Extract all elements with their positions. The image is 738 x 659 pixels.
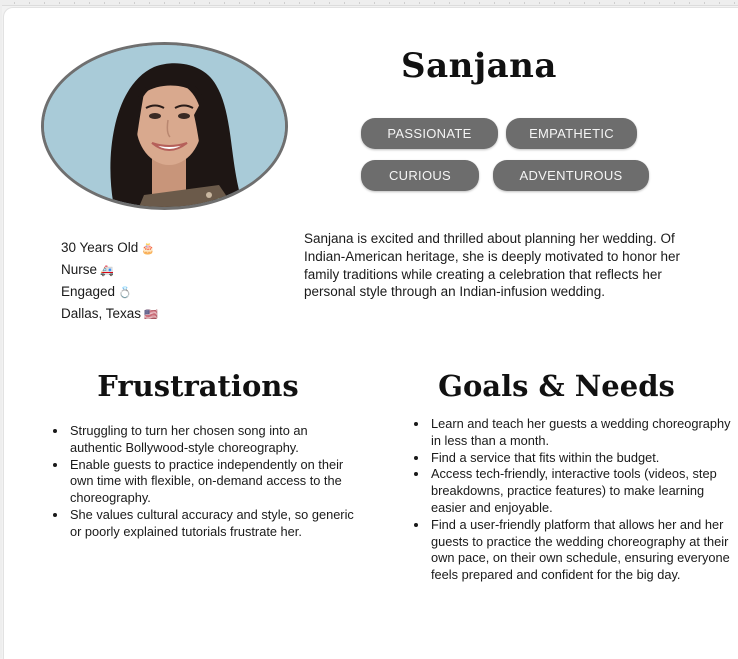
tag-adventurous: ADVENTUROUS: [493, 160, 649, 191]
list-item: • Struggling to turn her chosen song into an authentic Bollywood-style choreography.: [68, 423, 358, 457]
fact-occupation: [61, 259, 158, 281]
ambulance-icon: 🚑: [100, 265, 114, 277]
avatar: [41, 42, 288, 210]
fact-label: 30 Years Old: [61, 240, 139, 255]
left-ruler: [0, 5, 2, 658]
ring-icon: 💍: [118, 287, 132, 299]
list-item: • Enable guests to practice independently on their own time with flexible, on-demand access to the choreography.: [68, 457, 358, 507]
goals-title: Goals & Needs: [438, 369, 675, 403]
portrait-image: [44, 45, 285, 207]
fact-age: [61, 237, 158, 259]
us-flag-icon: 🇺🇸: [144, 309, 158, 321]
list-item: • Access tech-friendly, interactive tools (videos, step breakdowns, practice features) to make learning easier and enjoyable.: [429, 466, 734, 516]
tag-empathetic: EMPATHETIC: [506, 118, 637, 149]
list-item: • Find a user-friendly platform that allows her and her guests to practice the wedding choreography at their own pace, on their own schedule, ensuring everyone feels prepared and confident for the big day.: [429, 517, 734, 584]
persona-bio: Sanjana is excited and thrilled about planning her wedding. Of Indian-American heritage, she is deeply motivated to honor her family traditions while creating a celebration that reflects her personal style through an Indian-infusion wedding.: [304, 231, 680, 300]
list-item: • Find a service that fits within the budget.: [429, 450, 734, 467]
persona-card: [3, 7, 738, 659]
list-item: • Learn and teach her guests a wedding choreography in less than a month.: [429, 416, 734, 450]
fact-label: Nurse: [61, 262, 98, 277]
frustrations-list: [48, 423, 358, 541]
persona-name: Sanjana: [401, 46, 557, 86]
fact-location: [61, 303, 158, 325]
tag-curious: CURIOUS: [361, 160, 479, 191]
birthday-cake-icon: 🎂: [141, 243, 156, 255]
persona-facts: [61, 237, 158, 325]
fact-label: Dallas, Texas: [61, 306, 142, 321]
fact-relationship: [61, 281, 158, 303]
fact-label: Engaged: [61, 284, 116, 299]
goals-list: [409, 416, 734, 584]
top-ruler: [0, 0, 738, 6]
tag-passionate: PASSIONATE: [361, 118, 498, 149]
list-item: • She values cultural accuracy and style, so generic or poorly explained tutorials frustrate her.: [68, 507, 358, 541]
frustrations-title: Frustrations: [97, 369, 299, 403]
